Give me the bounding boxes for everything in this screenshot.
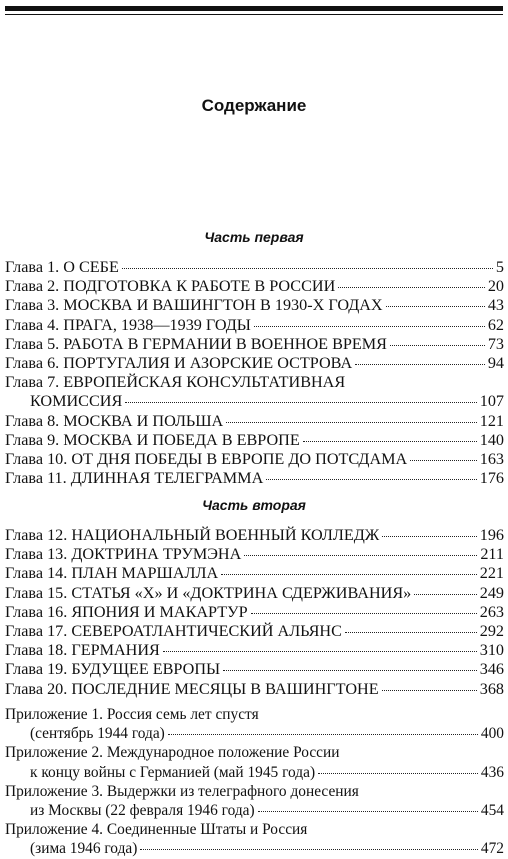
toc-entry-ch4[interactable]: Глава 4. ПРАГА, 1938—1939 ГОДЫ 62 [5, 315, 504, 334]
toc-entry-ch14[interactable]: Глава 14. ПЛАН МАРШАЛЛА 221 [5, 564, 504, 583]
part2-toc [5, 526, 504, 699]
toc-entry-ch20[interactable]: Глава 20. ПОСЛЕДНИЕ МЕСЯЦЫ В ВАШИНГТОНЕ 368 [5, 679, 504, 698]
dot-leader [244, 554, 477, 556]
dot-leader [382, 535, 476, 537]
toc-entry-ch7[interactable]: КОМИССИЯ 107 [30, 392, 504, 411]
dot-leader [345, 631, 477, 633]
toc-entry-ch10[interactable]: Глава 10. ОТ ДНЯ ПОБЕДЫ В ЕВРОПЕ ДО ПОТСДАМА 163 [5, 449, 504, 468]
dot-leader [266, 478, 476, 480]
dot-leader [303, 440, 477, 442]
toc-entry-ch17[interactable]: Глава 17. СЕВЕРОАТЛАНТИЧЕСКИЙ АЛЬЯНС 292 [5, 621, 504, 640]
toc-appendix-4[interactable]: (зима 1946 года) 472 [30, 840, 504, 858]
dot-leader [386, 305, 485, 307]
toc-appendix-1-line1[interactable]: Приложение 1. Россия семь лет спустя [5, 706, 259, 723]
dot-leader [226, 421, 476, 423]
part1-toc [5, 258, 504, 488]
toc-entry-ch13[interactable]: Глава 13. ДОКТРИНА ТРУМЭНА 211 [5, 545, 504, 564]
dot-leader [223, 669, 477, 671]
dot-leader [382, 689, 477, 691]
toc-entry-ch8[interactable]: Глава 8. МОСКВА И ПОЛЬША 121 [5, 411, 504, 430]
toc-entry-ch11[interactable]: Глава 11. ДЛИННАЯ ТЕЛЕГРАММА 176 [5, 469, 504, 488]
toc-appendix-2[interactable]: к концу войны с Германией (май 1945 года) 436 [30, 763, 504, 781]
toc-entry-ch19[interactable]: Глава 19. БУДУЩЕЕ ЕВРОПЫ 346 [5, 660, 504, 679]
dot-leader [390, 344, 485, 346]
toc-appendix-4-line1[interactable]: Приложение 4. Соединенные Штаты и Россия [5, 821, 308, 839]
toc-appendix-3[interactable]: из Москвы (22 февраля 1946 года) 454 [30, 801, 504, 819]
dot-leader [410, 459, 477, 461]
toc-entry-ch15[interactable]: Глава 15. СТАТЬЯ «Х» И «ДОКТРИНА СДЕРЖИВАНИЯ» 249 [5, 583, 504, 602]
dot-leader [163, 650, 477, 652]
dot-leader [251, 612, 477, 614]
dot-leader [318, 772, 478, 774]
page-title: Содержание [201, 96, 307, 115]
dot-leader [338, 286, 485, 288]
toc-entry-ch5[interactable]: Глава 5. РАБОТА В ГЕРМАНИИ В ВОЕННОЕ ВРЕМЯ 73 [5, 334, 504, 353]
dot-leader [254, 325, 485, 327]
toc-entry-ch2[interactable]: Глава 2. ПОДГОТОВКА К РАБОТЕ В РОССИИ 20 [5, 277, 504, 296]
dot-leader [221, 573, 477, 575]
dot-leader [258, 810, 478, 812]
toc-appendix-3-line1[interactable]: Приложение 3. Выдержки из телеграфного донесения [5, 782, 359, 800]
dot-leader [355, 363, 485, 365]
dot-leader [122, 267, 493, 269]
toc-entry-ch9[interactable]: Глава 9. МОСКВА И ПОБЕДА В ЕВРОПЕ 140 [5, 430, 504, 449]
dot-leader [140, 848, 478, 850]
toc-entry-ch7-line1[interactable]: Глава 7. ЕВРОПЕЙСКАЯ КОНСУЛЬТАТИВНАЯ [5, 373, 346, 392]
part2-heading: Часть вторая [202, 497, 306, 513]
dot-leader [125, 401, 476, 403]
toc-entry-ch16[interactable]: Глава 16. ЯПОНИЯ И МАКАРТУР 263 [5, 602, 504, 621]
top-rule-thick [5, 6, 503, 11]
toc-entry-ch18[interactable]: Глава 18. ГЕРМАНИЯ 310 [5, 641, 504, 660]
toc-appendix-1[interactable]: (сентябрь 1944 года) 400 [30, 725, 504, 743]
toc-entry-ch1[interactable]: Глава 1. О СЕБЕ 5 [5, 258, 504, 276]
dot-leader [414, 593, 476, 595]
toc-entry-ch3[interactable]: Глава 3. МОСКВА И ВАШИНГТОН В 1930-Х ГОДАХ 43 [5, 296, 504, 315]
toc-appendix-2-line1[interactable]: Приложение 2. Международное положение России [5, 744, 340, 762]
dot-leader [168, 733, 478, 735]
top-rule-thin [5, 14, 503, 15]
appendices-toc [5, 705, 504, 859]
part1-heading: Часть первая [204, 229, 304, 245]
toc-entry-ch6[interactable]: Глава 6. ПОРТУГАЛИЯ И АЗОРСКИЕ ОСТРОВА 94 [5, 353, 504, 372]
toc-entry-ch12[interactable]: Глава 12. НАЦИОНАЛЬНЫЙ ВОЕННЫЙ КОЛЛЕДЖ 196 [5, 526, 504, 544]
